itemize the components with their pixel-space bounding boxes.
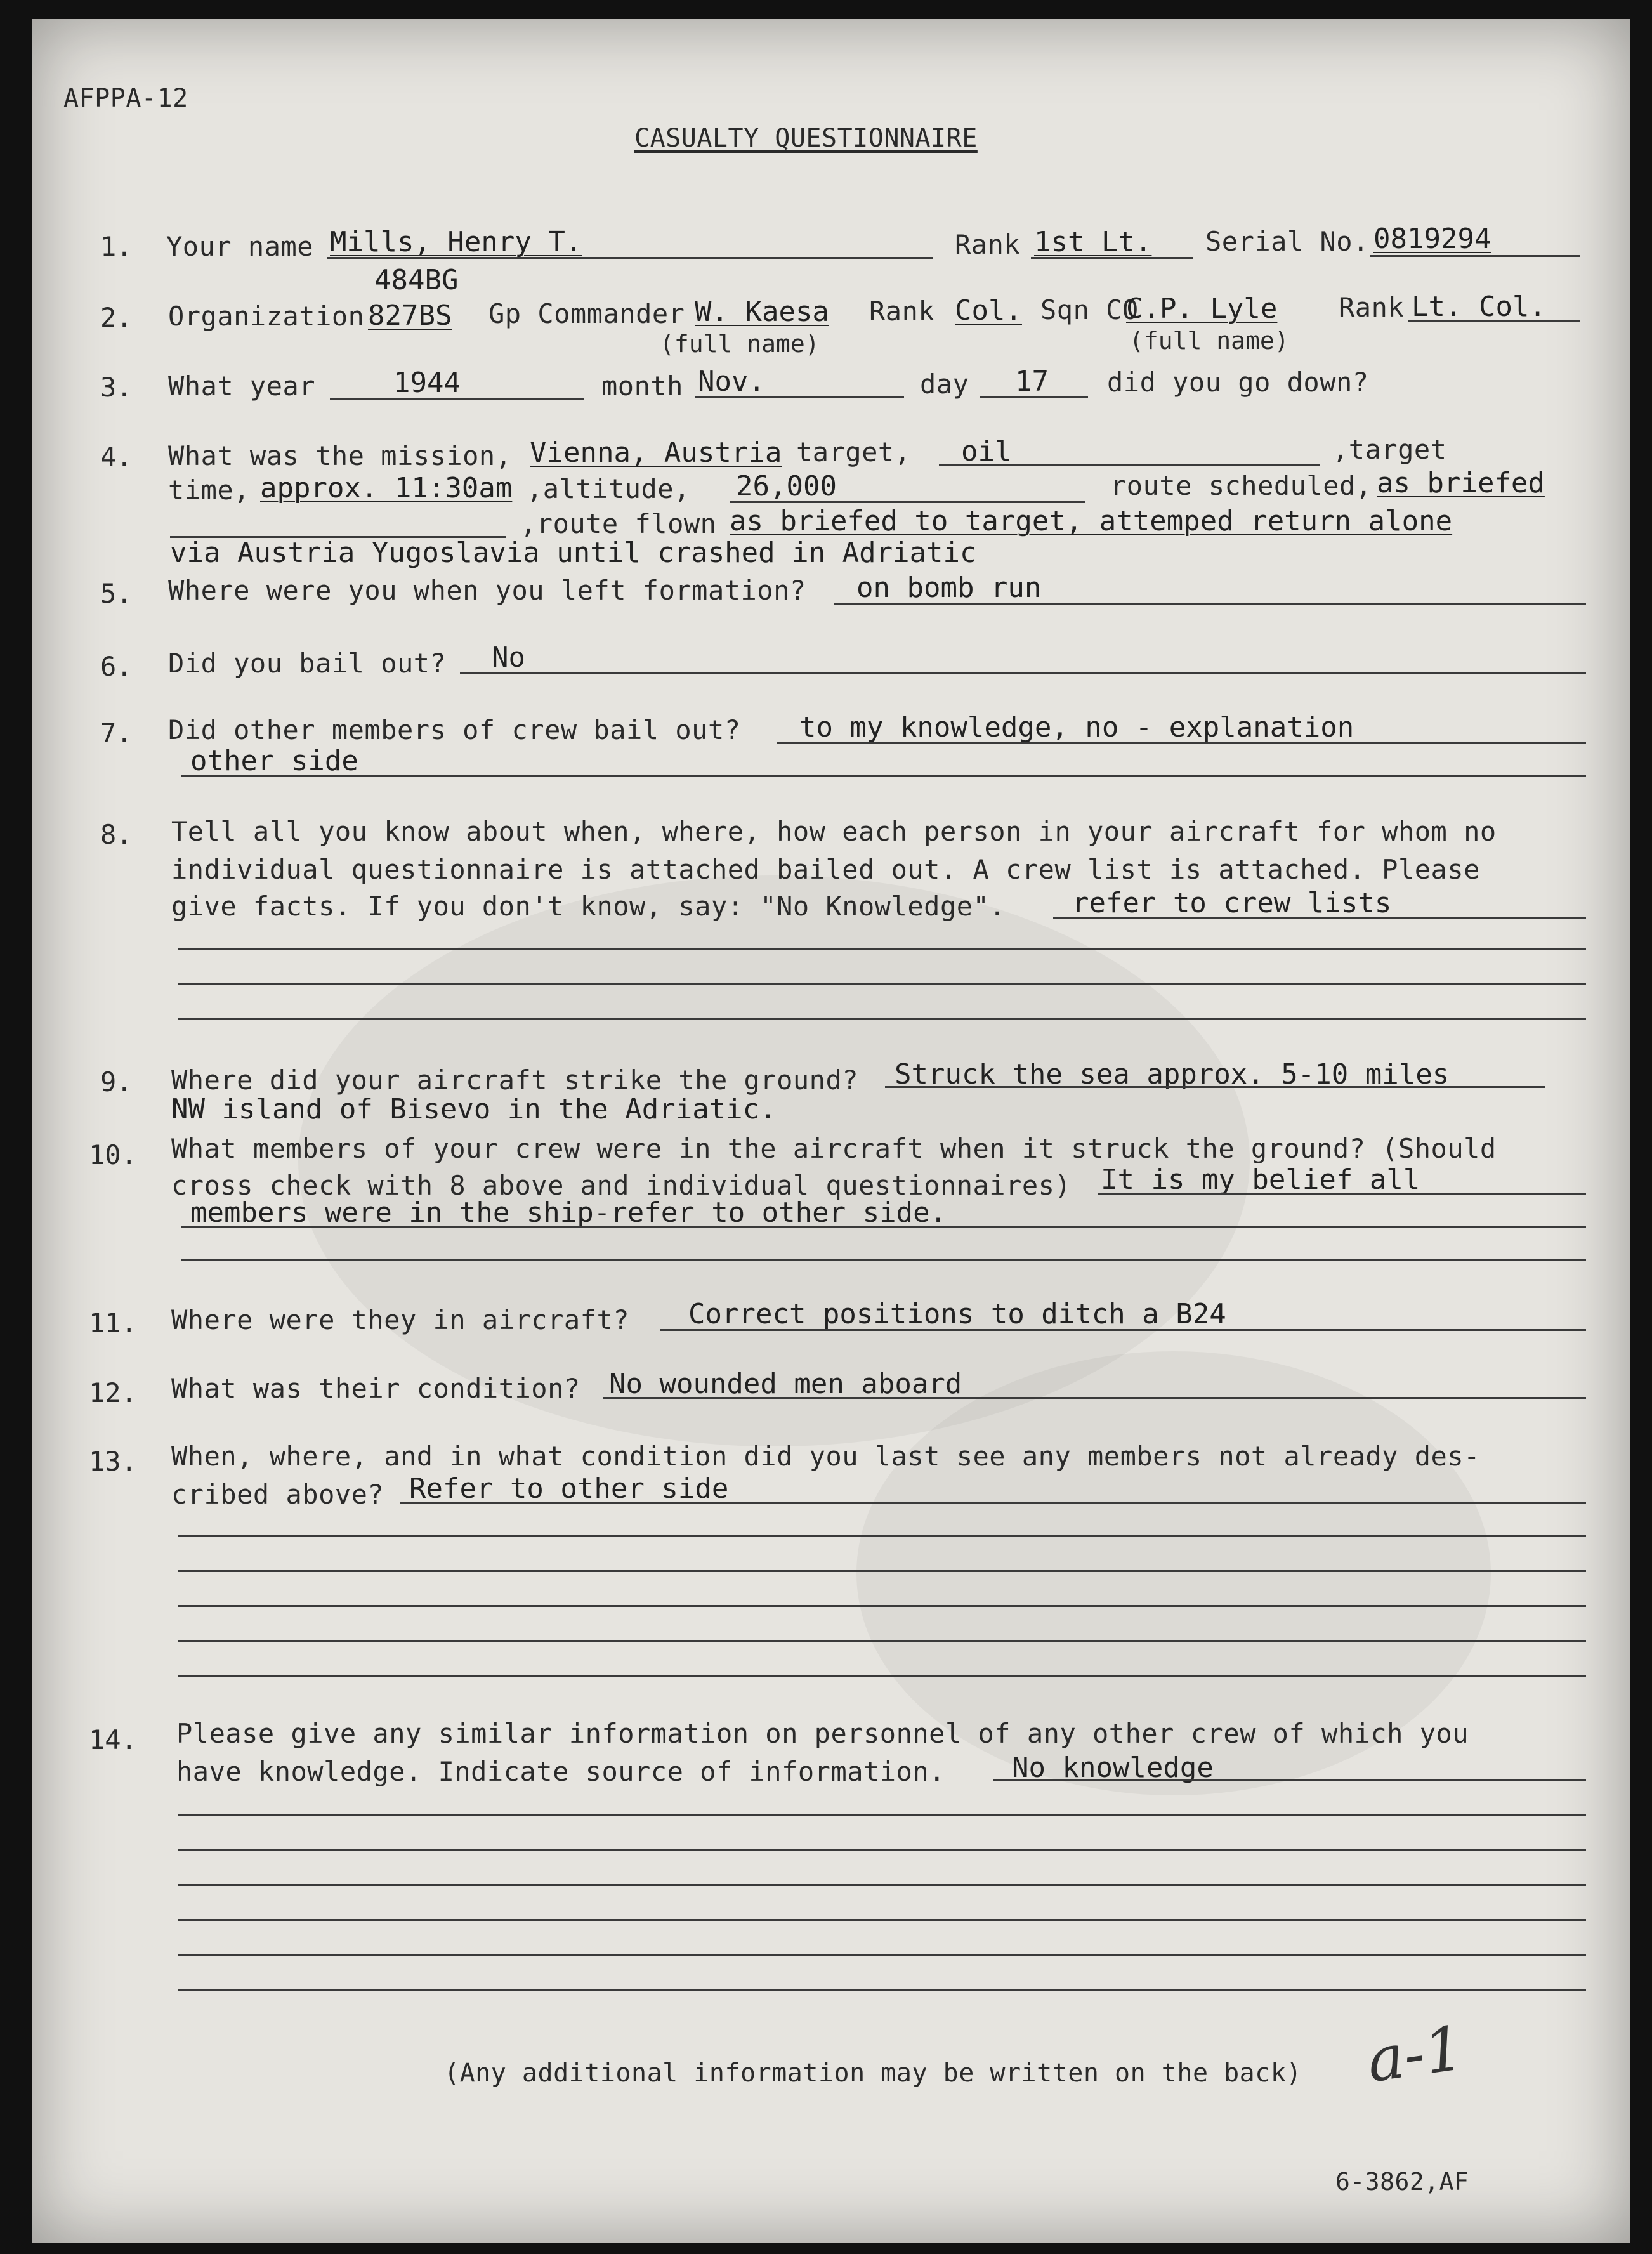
q4-target2-label: ,target xyxy=(1332,434,1447,465)
q9-line xyxy=(885,1086,1545,1088)
q4-number: 4. xyxy=(100,442,133,473)
q2-gp-rank-value: Col. xyxy=(955,294,1022,327)
q7-line-2 xyxy=(181,775,1586,777)
q1-serial-label: Serial No. xyxy=(1205,226,1369,257)
q8-line-a xyxy=(1053,917,1586,919)
q1-serial-line xyxy=(1370,255,1580,257)
q1-rank-value: 1st Lt. xyxy=(1034,226,1152,258)
q6-line xyxy=(460,672,1586,674)
q4-flown-label: ,route flown xyxy=(520,508,717,539)
q13-line-e xyxy=(178,1640,1586,1642)
q3-day-value: 17 xyxy=(1015,365,1049,398)
q3-month-label: month xyxy=(601,370,683,402)
q2-number: 2. xyxy=(100,302,133,333)
q4-route-value: as briefed xyxy=(1377,467,1545,499)
q8-line-3: give facts. If you don't know, say: "No Knowledge". xyxy=(171,891,1006,922)
q1-rank-label: Rank xyxy=(955,229,1021,260)
q9-value-2: NW island of Bisevo in the Adriatic. xyxy=(171,1093,777,1125)
q8-number: 8. xyxy=(100,819,133,850)
q2-full-name-hint-1: (full name) xyxy=(660,330,820,358)
q13-line-c xyxy=(178,1570,1586,1572)
q4-route-label: route scheduled, xyxy=(1110,470,1372,501)
q2-full-name-hint-2: (full name) xyxy=(1129,327,1289,355)
page-title: CASUALTY QUESTIONNAIRE xyxy=(634,124,978,153)
form-number: 6-3862,AF xyxy=(1335,2168,1469,2196)
q4-flown-value-2: via Austria Yugoslavia until crashed in Adriatic xyxy=(170,537,977,569)
q13-number: 13. xyxy=(89,1446,137,1477)
q9-number: 9. xyxy=(100,1066,133,1098)
footer-note: (Any additional information may be written on the back) xyxy=(444,2059,1302,2088)
q2-sqn-value: C.P. Lyle xyxy=(1126,292,1278,325)
q7-value: to my knowledge, no - explanation xyxy=(799,711,1354,744)
q14-line-d xyxy=(178,1884,1586,1886)
q6-number: 6. xyxy=(100,651,133,682)
q4-target-value: oil xyxy=(961,435,1012,468)
q1-name-line xyxy=(327,257,933,259)
q3-day-line xyxy=(980,396,1088,398)
q4-mission-value: Vienna, Austria xyxy=(530,436,782,469)
q4-target-line xyxy=(939,464,1320,466)
form-id: AFPPA-12 xyxy=(63,84,188,113)
q3-year-line xyxy=(330,398,584,400)
q9-value: Struck the sea approx. 5-10 miles xyxy=(895,1058,1450,1091)
q11-label: Where were they in aircraft? xyxy=(171,1304,630,1335)
q4-time-value: approx. 11:30am xyxy=(260,472,513,504)
q4-altitude-value: 26,000 xyxy=(736,470,837,502)
q14-line-f xyxy=(178,1954,1586,1956)
q12-value: No wounded men aboard xyxy=(609,1368,962,1400)
q4-time-label: time, xyxy=(168,475,250,506)
q8-line-d xyxy=(178,1018,1586,1020)
q11-line xyxy=(660,1329,1586,1331)
q3-label: What year xyxy=(168,370,316,402)
q1-serial-value: 0819294 xyxy=(1373,223,1491,255)
q6-label: Did you bail out? xyxy=(168,648,447,679)
q10-line-2: cross check with 8 above and individual questionnaires) xyxy=(171,1170,1072,1201)
q10-number: 10. xyxy=(89,1139,137,1170)
q7-line xyxy=(777,742,1586,744)
q10-line-1: What members of your crew were in the aircraft when it struck the ground? (Should xyxy=(171,1133,1497,1164)
q7-number: 7. xyxy=(100,717,133,749)
q3-number: 3. xyxy=(100,372,133,403)
q4-target-label: target, xyxy=(796,436,911,468)
q8-line-c xyxy=(178,983,1586,985)
q14-line-b xyxy=(178,1814,1586,1816)
q3-month-line xyxy=(695,396,904,398)
q14-value: No knowledge xyxy=(1012,1752,1214,1784)
q2-sqn-rank-line xyxy=(1408,320,1580,322)
q10-line-c xyxy=(181,1259,1586,1261)
q3-day-label: day xyxy=(920,369,969,400)
q7-label: Did other members of crew bail out? xyxy=(168,714,741,745)
q8-line-b xyxy=(178,948,1586,950)
q2-gp-value: W. Kaesa xyxy=(695,296,829,328)
q5-line xyxy=(834,603,1586,605)
q1-label: Your name xyxy=(166,231,314,262)
q2-gp-label: Gp Commander xyxy=(488,298,685,329)
q9-label: Where did your aircraft strike the ground? xyxy=(171,1065,859,1096)
q14-line-g xyxy=(178,1989,1586,1991)
q4-label: What was the mission, xyxy=(168,440,512,471)
q14-number: 14. xyxy=(89,1724,137,1755)
q4-altitude-label: ,altitude, xyxy=(527,473,690,504)
q14-line-c xyxy=(178,1849,1586,1851)
q14-line-1: Please give any similar information on personnel of any other crew of which you xyxy=(176,1718,1469,1749)
q5-value: on bomb run xyxy=(856,572,1042,604)
q8-line-1: Tell all you know about when, where, how each person in your aircraft for whom no xyxy=(171,816,1497,847)
q13-line-f xyxy=(178,1675,1586,1677)
q13-line-1: When, where, and in what condition did you last see any members not already des- xyxy=(171,1441,1480,1472)
q2-rank2-label: Rank xyxy=(1339,292,1405,323)
q3-tail: did you go down? xyxy=(1107,367,1369,398)
q13-line-d xyxy=(178,1605,1586,1607)
q11-value: Correct positions to ditch a B24 xyxy=(688,1298,1226,1330)
q12-label: What was their condition? xyxy=(171,1373,580,1404)
q11-number: 11. xyxy=(89,1307,137,1339)
q10-value: It is my belief all xyxy=(1101,1163,1420,1196)
q10-line-a xyxy=(1098,1193,1586,1195)
q13-line-b xyxy=(178,1535,1586,1537)
q12-number: 12. xyxy=(89,1377,137,1408)
q2-sqn-label: Sqn CO xyxy=(1040,294,1139,325)
q5-label: Where were you when you left formation? xyxy=(168,575,806,606)
q13-line-2: cribed above? xyxy=(171,1479,384,1510)
q5-number: 5. xyxy=(100,578,133,609)
q12-line xyxy=(603,1397,1586,1399)
q2-org-value: 827BS xyxy=(368,299,452,332)
q4-flown-value: as briefed to target, attemped return alone xyxy=(730,505,1453,537)
q10-line-b xyxy=(181,1226,1586,1228)
q4-altitude-line xyxy=(730,501,1085,503)
q8-line-2: individual questionnaire is attached bailed out. A crew list is attached. Please xyxy=(171,854,1480,885)
q2-label: Organization xyxy=(168,301,365,332)
q3-month-value: Nov. xyxy=(698,365,765,398)
q14-line-2: have knowledge. Indicate source of information. xyxy=(176,1756,945,1787)
q13-value: Refer to other side xyxy=(409,1472,729,1505)
q8-value: refer to crew lists xyxy=(1072,887,1392,919)
q14-line-e xyxy=(178,1919,1586,1921)
q1-number: 1. xyxy=(100,231,133,262)
q7-value-2: other side xyxy=(190,745,358,777)
handwritten-annotation: a-1 xyxy=(1362,2012,1469,2097)
q2-group-above: 484BG xyxy=(374,264,459,296)
q1-name-value: Mills, Henry T. xyxy=(330,226,582,258)
q2-sqn-rank-value: Lt. Col. xyxy=(1412,291,1546,323)
q10-value-2: members were in the ship-refer to other side. xyxy=(190,1196,947,1229)
q2-rank-label: Rank xyxy=(869,296,935,327)
q3-year-value: 1944 xyxy=(393,367,461,399)
q6-value: No xyxy=(492,641,525,674)
q14-line-a xyxy=(993,1779,1586,1781)
document-page xyxy=(32,19,1630,2243)
q1-rank-line xyxy=(1031,257,1193,259)
q13-line-a xyxy=(400,1502,1586,1504)
